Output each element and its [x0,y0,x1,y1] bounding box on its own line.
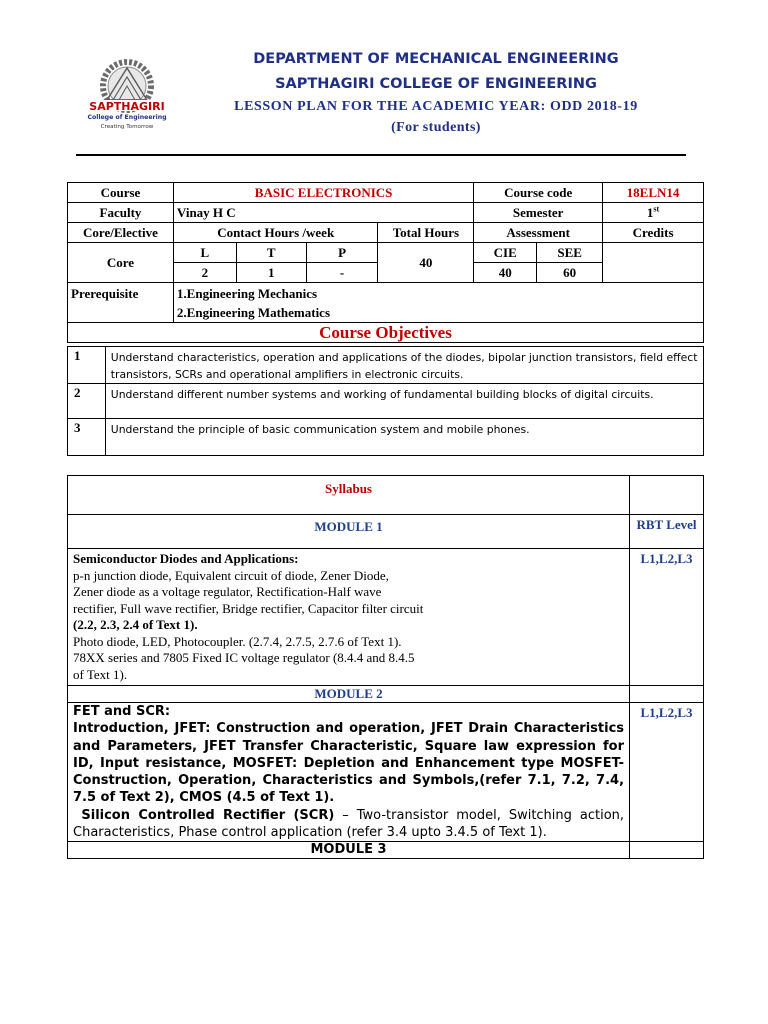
module-2-title-spacer [630,686,704,703]
department-title: DEPARTMENT OF MECHANICAL ENGINEERING [253,51,619,67]
see-label: SEE [537,243,603,263]
module-2-title: MODULE 2 [68,686,630,703]
credits-label: Credits [603,223,704,243]
logo-sub-text: College of Engineering [87,114,167,121]
cie-value: 40 [474,263,537,283]
prerequisite-item: 2.Engineering Mathematics [176,305,331,320]
course-label: Course [68,183,174,203]
module-1-title: MODULE 1 [68,515,630,549]
contact-hours-label: Contact Hours /week [173,223,378,243]
objective-number: 3 [68,419,106,456]
lecture-label: L [173,243,236,263]
module-1-rbt-level: L1,L2,L3 [630,549,704,686]
objective-text: Understand the principle of basic communication system and mobile phones. [105,419,703,456]
faculty-label: Faculty [68,203,174,223]
syllabus-heading-spacer [630,476,704,515]
semester-label: Semester [474,203,603,223]
objective-text: Understand different number systems and working of fundamental building blocks of digital circuits. [105,384,703,419]
total-hours-value: 40 [378,243,474,283]
objective-number: 2 [68,384,106,419]
module-2-paragraph [73,807,624,842]
course-name: BASIC ELECTRONICS [173,183,473,203]
course-info-table [67,182,704,343]
module-3-spacer [630,842,704,859]
college-title: SAPTHAGIRI COLLEGE OF ENGINEERING [275,76,597,92]
cie-label: CIE [474,243,537,263]
scr-term: Silicon Controlled Rectifier (SCR) [81,807,335,823]
objective-number: 1 [68,347,106,384]
faculty-name: Vinay H C [173,203,473,223]
prerequisite-item: 1.Engineering Mechanics [176,286,318,301]
module-1-reference: (2.2, 2.3, 2.4 of Text 1). [73,617,198,632]
module-1-line: Zener diode as a voltage regulator, Rectification-Half wave [73,584,382,599]
tutorial-label: T [236,243,306,263]
practical-value: - [306,263,378,283]
objectives-table [67,346,704,456]
module-1-content [68,549,630,686]
objectives-heading: Course Objectives [68,323,704,343]
semester-value: 1st [603,203,704,223]
rbt-level-label: RBT Level [630,515,704,549]
module-1-line: of Text 1). [73,666,128,682]
total-hours-label: Total Hours [378,223,474,243]
lecture-value: 2 [173,263,236,283]
module-2-rbt-level: L1,L2,L3 [630,703,704,842]
assessment-label: Assessment [474,223,603,243]
module-2-paragraph: Introduction, JFET: Construction and operation, JFET Drain Characteristics and Parameters, JFET Transfer Characteristic, Square law expression for ID, Input resistance, MOSFET: Depletion and Enhancement type MOSFET- Construction, Operation, Characteristics and Symbols,(refer 7.1, 7.2, 7.4, 7.5 of Text 2), CMOS (4.5 of Text 1). [73,721,625,806]
module-1-line: Photo diode, LED, Photocoupler. (2.7.4, 2.7.5, 2.7.6 of Text 1). [73,633,402,649]
logo-tagline: Creating Tomorrow [100,124,154,130]
objective-text: Understand characteristics, operation and applications of the diodes, bipolar junction transistors, field effect transistors, SCRs and operational amplifiers in electronic circuits. [105,347,703,384]
course-type: Core [68,243,174,283]
prerequisite-label: Prerequisite [68,283,174,323]
module-1-line: rectifier, Full wave rectifier, Bridge rectifier, Capacitor filter circuit [73,600,424,616]
module-2-subtitle: FET and SCR: [73,704,171,719]
prerequisite-list [173,283,703,323]
logo-main-text: SAPTHAGIRI [89,100,165,113]
module-1-line: 78XX series and 7805 Fixed IC voltage regulator (8.4.4 and 8.4.5 [73,650,415,665]
course-code: 18ELN14 [603,183,704,203]
syllabus-heading: Syllabus [68,476,630,515]
syllabus-table [67,475,704,859]
core-elective-label: Core/Elective [68,223,174,243]
tutorial-value: 1 [236,263,306,283]
credits-value [603,243,704,283]
page-header [0,0,768,150]
module-1-subtitle: Semiconductor Diodes and Applications: [73,551,299,566]
module-1-line: p-n junction diode, Equivalent circuit of diode, Zener Diode, [73,567,389,583]
lesson-plan-title: LESSON PLAN FOR THE ACADEMIC YEAR: ODD 2018-19 [234,99,638,114]
practical-label: P [306,243,378,263]
module-3-title: MODULE 3 [68,842,630,859]
module-2-content [68,703,630,842]
header-divider [76,154,686,156]
course-code-label: Course code [474,183,603,203]
scr-description: – Two-transistor model, Switching action, Characteristics, Phase control application (refer 3.4 upto 3.4.5 of Text 1). [73,807,625,841]
see-value: 60 [537,263,603,283]
audience-note: (For students) [391,120,481,135]
